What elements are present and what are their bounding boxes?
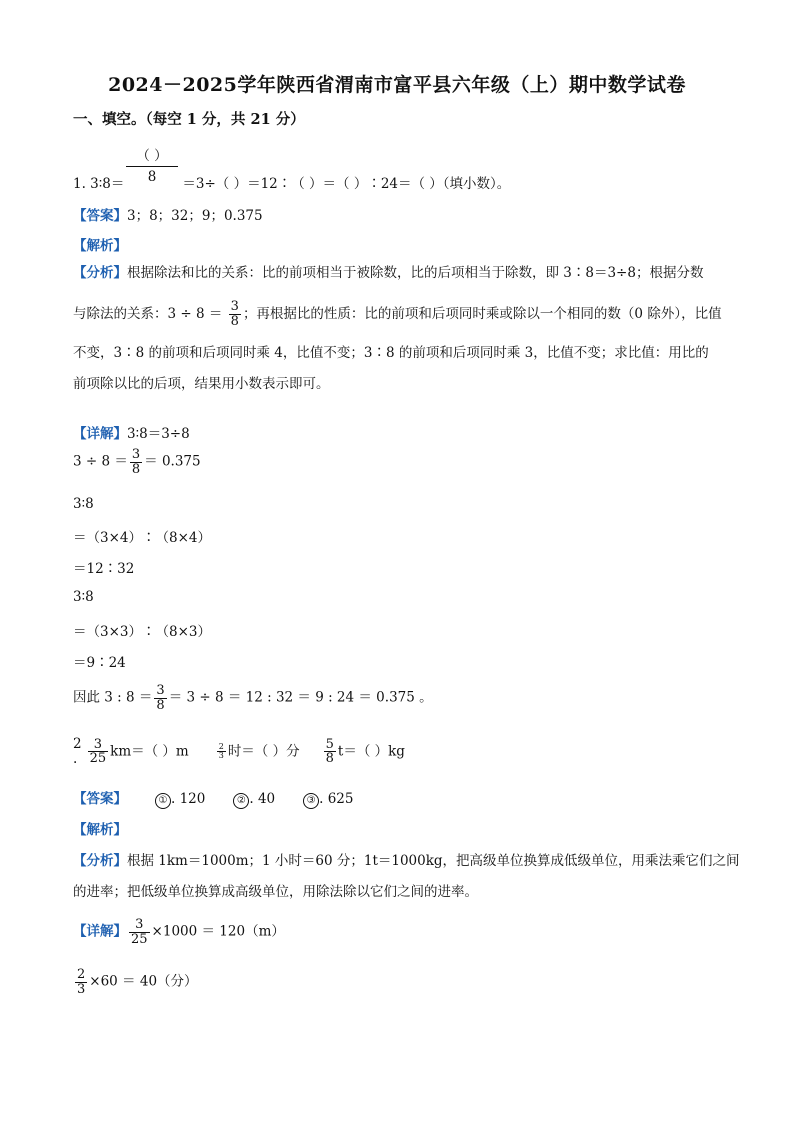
fraction-numerator: 5 xyxy=(325,736,334,752)
fraction-numerator: 3 xyxy=(156,683,165,698)
q1-analysis-line-2 xyxy=(73,299,723,330)
q1-conclusion-text-a: 因此 3 : 8 ＝ xyxy=(73,689,153,706)
q2-analysis-text-1: 根据 1km＝1000m；1 小时＝60 分；1t＝1000kg，把高级单位换算成低级单位，用乘法乘它们之间 xyxy=(127,853,740,869)
q1-analysis-text-4: 前项除以比的后项，结果用小数表示即可。 xyxy=(73,376,330,392)
circled-number-1: ① xyxy=(155,793,171,809)
detail-tag: 【详解】 xyxy=(73,426,127,442)
fraction-numerator: 3 xyxy=(131,447,141,462)
q2-analysis-line-2: 的进率；把低级单位换算成高级单位，用除法除以它们之间的进率。 xyxy=(73,884,478,900)
q2-fraction-1 xyxy=(88,738,109,766)
q1-detail-line-3: 3∶8 xyxy=(73,496,94,512)
q2-answer-3: . 625 xyxy=(319,791,354,807)
fenxi-tag: 【分析】 xyxy=(73,265,127,281)
q1-analysis-text-1: 根据除法和比的关系：比的前项相当于被除数，比的后项相当于除数，即 3∶8＝3÷8；根据分数 xyxy=(127,265,704,281)
q2-answer-2: . 40 xyxy=(249,791,276,807)
q1-detail-line-4: ＝（3×4）∶（8×4） xyxy=(73,530,211,546)
fraction-denominator: 8 xyxy=(325,751,334,767)
answer-tag: 【答案】 xyxy=(73,208,127,224)
q2-number-label: 2 xyxy=(73,736,82,752)
q1-detail-text-2b: ＝ 0.375 xyxy=(144,453,201,470)
fenxi-tag: 【分析】 xyxy=(73,853,127,869)
q1-analysis-tag-line xyxy=(73,234,127,254)
q2-fraction-2 xyxy=(217,743,226,761)
q1-detail-line-6: 3∶8 xyxy=(73,589,94,605)
fraction-denominator: 8 xyxy=(131,461,141,477)
q2-answer-line xyxy=(73,787,353,809)
fraction-numerator: 3 xyxy=(88,738,109,753)
q1-detail-line-7: ＝（3×3）∶（8×3） xyxy=(73,624,211,640)
q2-detail-fraction-2 xyxy=(75,968,87,996)
q2-detail-line-1 xyxy=(73,918,285,946)
q2-detail-fraction-1 xyxy=(129,918,150,946)
q2-detail-text-2: ×60 ＝ 40（分） xyxy=(89,973,198,990)
q2-detail-text-1: ×1000 ＝ 120（m） xyxy=(151,923,285,940)
fraction-numerator: 3 xyxy=(230,299,239,315)
fraction-numerator: 3 xyxy=(129,918,150,933)
q2-answer-1: . 120 xyxy=(171,791,206,807)
q1-text xyxy=(73,172,510,192)
q1-conclusion-text-b: ＝ 3 ÷ 8 ＝ 12 : 32 ＝ 9 : 24 ＝ 0.375 。 xyxy=(168,689,433,706)
q2-text xyxy=(73,737,405,767)
q2-number-dot: . xyxy=(73,750,78,767)
fraction-denominator: 8 xyxy=(156,697,165,713)
circled-number-2: ② xyxy=(233,793,249,809)
q1-analysis-paragraph xyxy=(73,258,723,400)
fraction-denominator: 3 xyxy=(77,981,86,997)
fraction-denominator: 25 xyxy=(89,751,107,767)
section-heading: 一、填空。（每空 1 分，共 21 分） xyxy=(73,111,305,128)
q1-tail: ＝3÷（ ）＝12∶（ ）＝（ ）∶24＝（ ）（填小数）。 xyxy=(182,176,511,192)
fraction-numerator: 2 xyxy=(218,741,224,751)
q1-fraction-denominator: 8 xyxy=(147,169,157,185)
q1-detail-line-5: ＝12∶32 xyxy=(73,561,135,577)
fraction-denominator: 3 xyxy=(218,751,224,761)
analysis-tag: 【解析】 xyxy=(73,238,127,254)
q1-analysis-line-1 xyxy=(73,258,723,289)
detail-tag: 【详解】 xyxy=(73,923,127,940)
analysis-tag: 【解析】 xyxy=(73,822,127,838)
answer-tag: 【答案】 xyxy=(73,791,127,807)
q1-detail-text-2a: 3 ÷ 8 ＝ xyxy=(73,453,128,470)
q1-detail-fraction xyxy=(130,448,142,476)
q1-analysis-text-3: 不变，3∶8 的前项和后项同时乘 4，比值不变；3∶8 的前项和后项同时乘 3，比值不变；求比值：用比的 xyxy=(73,345,709,361)
q2-unit-1: km＝（ ）m xyxy=(110,743,189,760)
q1-detail-text-1: 3∶8＝3÷8 xyxy=(127,426,190,442)
q2-unit-2: 时＝（ ）分 xyxy=(227,743,300,760)
fraction-denominator: 8 xyxy=(230,314,239,329)
q1-analysis-text-2b: ；再根据比的性质：比的前项和后项同时乘或除以一个相同的数（0 除外），比值 xyxy=(242,306,722,322)
q1-answer: 3；8；32；9；0.375 xyxy=(127,208,263,224)
q1-detail-line-2 xyxy=(73,448,201,476)
q1-detail-line-8: ＝9∶24 xyxy=(73,655,126,671)
q1-fraction-numerator: （ ） xyxy=(126,144,178,167)
q1-lead: 1. 3∶8＝ xyxy=(73,176,125,192)
q1-analysis-fraction xyxy=(229,300,241,328)
q1-analysis-line-3 xyxy=(73,338,723,369)
q2-analysis-tag-line xyxy=(73,818,127,838)
fraction-numerator: 2 xyxy=(77,967,86,982)
q2-unit-3: t＝（ ）kg xyxy=(337,743,405,760)
q1-detail-line-1 xyxy=(73,422,190,442)
page-title: 2024－2025学年陕西省渭南市富平县六年级（上）期中数学试卷 xyxy=(108,74,686,96)
q2-detail-line-2 xyxy=(73,968,198,996)
q2-analysis-line-1 xyxy=(73,849,740,869)
q1-conclusion-fraction xyxy=(154,684,166,712)
q2-fraction-3 xyxy=(324,738,336,766)
q1-conclusion xyxy=(73,684,433,712)
q2-number xyxy=(73,737,82,767)
fraction-denominator: 25 xyxy=(131,931,148,947)
q1-analysis-line-4 xyxy=(73,369,723,400)
circled-number-3: ③ xyxy=(303,793,319,809)
q1-answer-line xyxy=(73,204,263,224)
q1-analysis-text-2a: 与除法的关系：3 ÷ 8 ＝ xyxy=(73,306,227,322)
